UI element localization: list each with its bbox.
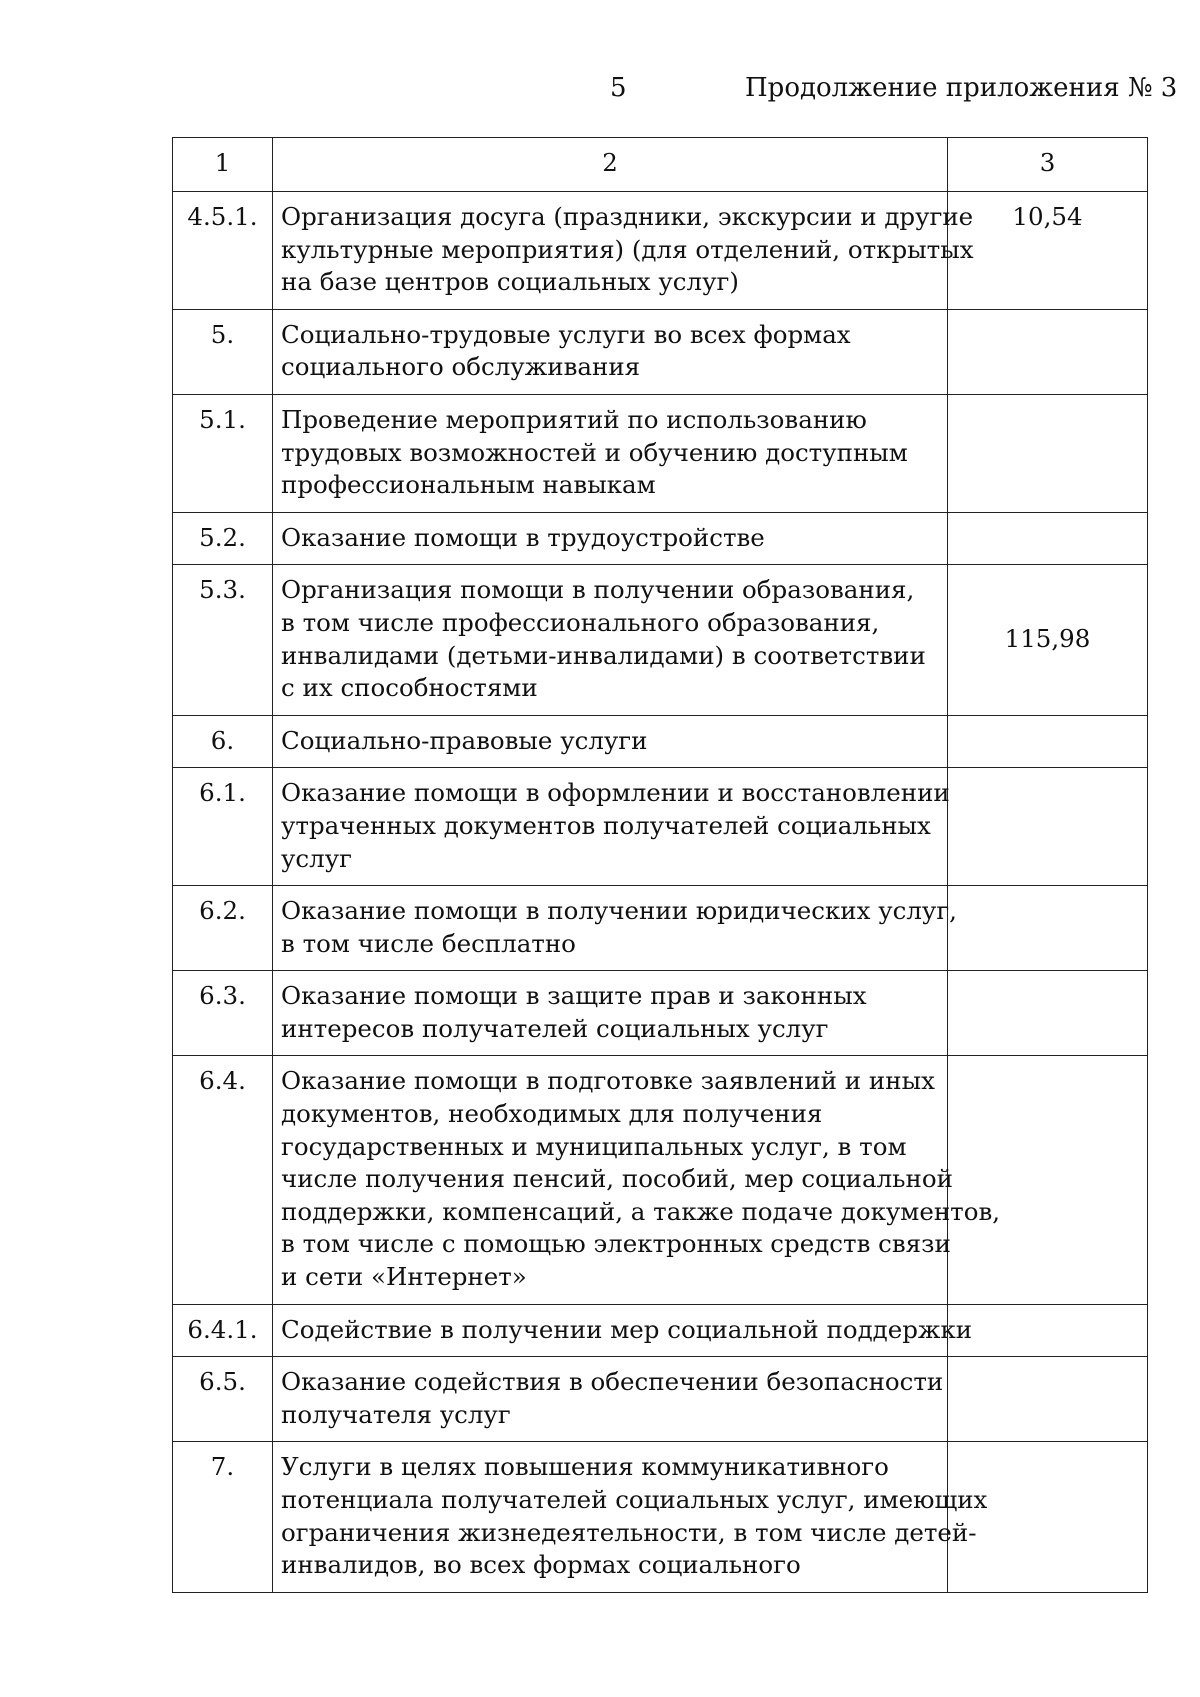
description-line: Содействие в получении мер социальной поддержки (281, 1314, 973, 1344)
description-line: ограничения жизнедеятельности, в том числе детей- (281, 1517, 977, 1547)
description-line: Оказание помощи в получении юридических услуг, (281, 896, 957, 926)
description-line: утраченных документов получателей социальных (281, 810, 931, 840)
row-number: 6.3. (173, 971, 273, 1056)
description-line: Оказание помощи в защите прав и законных (281, 981, 867, 1011)
row-number: 7. (173, 1442, 273, 1592)
table-row (173, 565, 1148, 715)
table-row (173, 394, 1148, 512)
column-header-3: 3 (948, 138, 1148, 192)
row-description (273, 971, 948, 1056)
continuation-label: Продолжение приложения № 3 (745, 73, 1178, 103)
description-line: числе получения пенсий, пособий, мер социальной (281, 1164, 953, 1194)
description-line: Социально-трудовые услуги во всех формах (281, 319, 851, 349)
row-description (273, 192, 974, 310)
row-description (273, 886, 957, 971)
description-line: профессиональным навыкам (281, 470, 656, 500)
row-description (273, 768, 948, 886)
row-description (273, 512, 948, 565)
row-description (273, 1357, 948, 1442)
row-value: 115,98 (948, 565, 1148, 715)
row-number: 5.2. (173, 512, 273, 565)
table-row (173, 1056, 1148, 1304)
row-number: 5.3. (173, 565, 273, 715)
row-number: 6.1. (173, 768, 273, 886)
description-line: трудовых возможностей и обучению доступным (281, 437, 908, 467)
description-line: услуг (281, 843, 352, 873)
row-value (948, 512, 1148, 565)
description-line: Услуги в целях повышения коммуникативного (281, 1452, 889, 1482)
description-line: и сети «Интернет» (281, 1262, 527, 1292)
row-value (948, 1056, 1148, 1304)
description-line: Социально-правовые услуги (281, 725, 648, 755)
description-line: получателя услуг (281, 1399, 511, 1429)
row-value: 10,54 (948, 192, 1148, 310)
description-line: поддержки, компенсаций, а также подаче документов, (281, 1196, 1001, 1226)
row-value (948, 886, 1148, 971)
row-description (273, 565, 948, 715)
row-value (948, 1442, 1148, 1592)
description-line: Оказание содействия в обеспечении безопасности (281, 1367, 944, 1397)
row-value (948, 768, 1148, 886)
row-number: 6.4. (173, 1056, 273, 1304)
description-line: Организация помощи в получении образования, (281, 575, 915, 605)
column-header-2: 2 (273, 138, 948, 192)
description-line: на базе центров социальных услуг) (281, 267, 739, 297)
description-line: Оказание помощи в оформлении и восстановлении (281, 778, 950, 808)
table-row (173, 1357, 1148, 1442)
column-header-1: 1 (173, 138, 273, 192)
description-line: в том числе с помощью электронных средств связи (281, 1229, 951, 1259)
table-row (173, 309, 1148, 394)
description-line: Проведение мероприятий по использованию (281, 404, 867, 434)
description-line: инвалидов, во всех формах социального (281, 1550, 801, 1580)
description-line: культурные мероприятия) (для отделений, открытых (281, 234, 974, 264)
page-number: 5 (610, 73, 627, 103)
row-number: 6.4.1. (173, 1304, 273, 1357)
description-line: в том числе бесплатно (281, 928, 576, 958)
description-line: государственных и муниципальных услуг, в том (281, 1131, 907, 1161)
row-value (948, 1357, 1148, 1442)
row-number: 6.5. (173, 1357, 273, 1442)
row-value (948, 971, 1148, 1056)
row-description (273, 394, 948, 512)
row-description (273, 309, 948, 394)
description-line: интересов получателей социальных услуг (281, 1013, 829, 1043)
description-line: Оказание помощи в трудоустройстве (281, 522, 765, 552)
description-line: в том числе профессионального образования, (281, 607, 880, 637)
row-value (948, 394, 1148, 512)
row-description (273, 1304, 973, 1357)
row-value (948, 715, 1148, 768)
row-description (273, 1442, 988, 1592)
table-row (173, 886, 1148, 971)
description-line: инвалидами (детьми-инвалидами) в соответствии (281, 640, 926, 670)
row-number: 5. (173, 309, 273, 394)
table-row (173, 1304, 1148, 1357)
row-number: 6. (173, 715, 273, 768)
description-line: Организация досуга (праздники, экскурсии и другие (281, 202, 974, 231)
description-line: документов, необходимых для получения (281, 1099, 823, 1129)
description-line: с их способностями (281, 673, 538, 703)
table-body (173, 138, 1148, 1593)
row-description (273, 715, 948, 768)
row-number: 4.5.1. (173, 192, 273, 310)
table-header-row (173, 138, 1148, 192)
row-value (948, 309, 1148, 394)
services-table (172, 137, 1148, 1593)
row-number: 6.2. (173, 886, 273, 971)
description-line: социального обслуживания (281, 352, 641, 382)
row-value (948, 1304, 1148, 1357)
table-row (173, 971, 1148, 1056)
table-row (173, 512, 1148, 565)
table-row (173, 192, 1148, 310)
table-row (173, 715, 1148, 768)
row-number: 5.1. (173, 394, 273, 512)
table-row (173, 1442, 1148, 1592)
description-line: потенциала получателей социальных услуг, имеющих (281, 1485, 988, 1514)
table-row (173, 768, 1148, 886)
description-line: Оказание помощи в подготовке заявлений и иных (281, 1066, 935, 1096)
row-description (273, 1056, 1001, 1304)
